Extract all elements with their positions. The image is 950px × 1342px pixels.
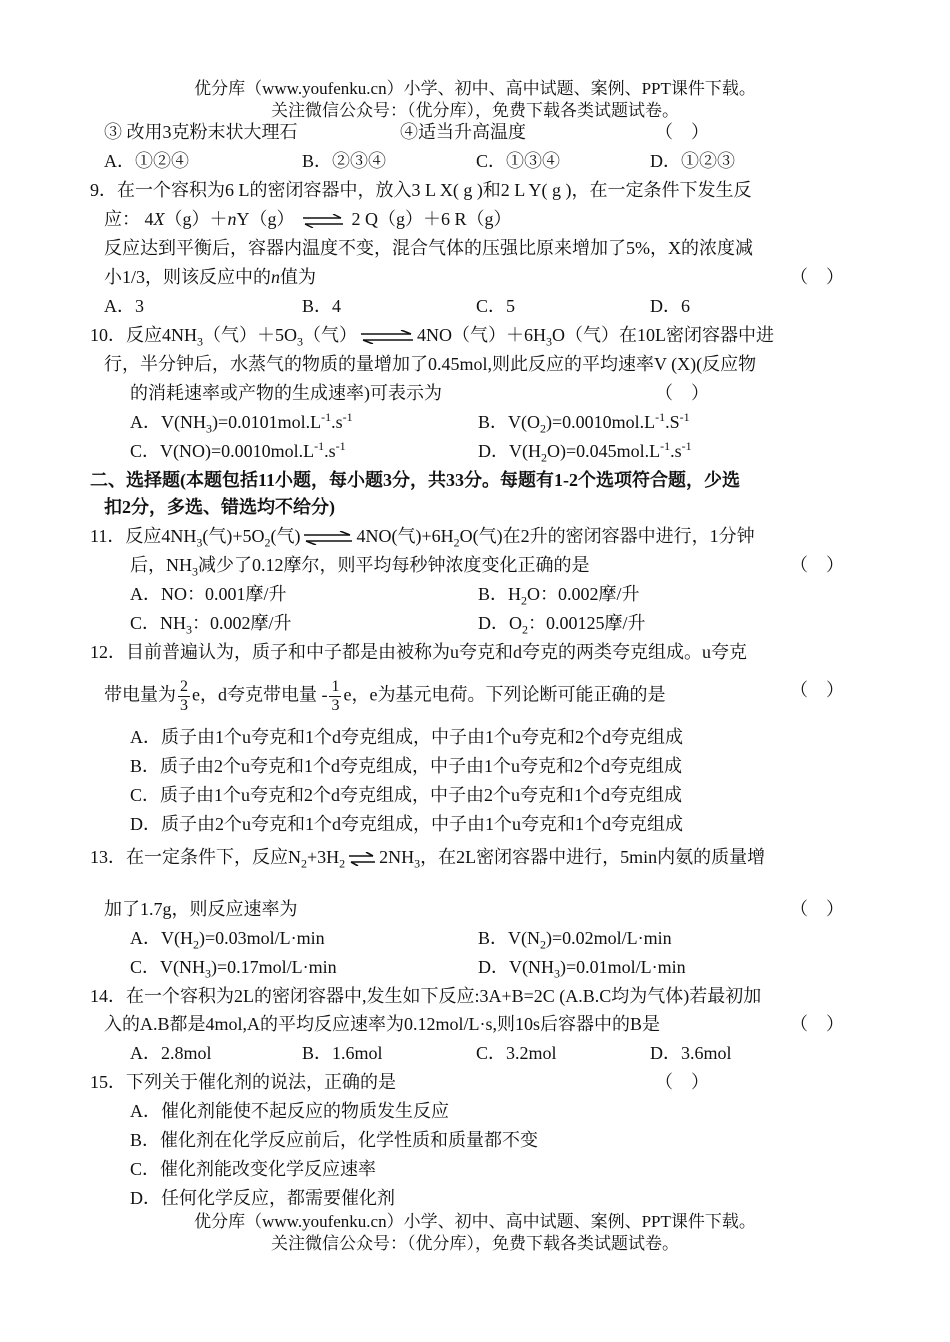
q11-c-sub: 3 (186, 622, 193, 637)
q11-d-1: D．O (478, 613, 522, 633)
q14-line-1: 14．在一个容积为2L的密闭容器中,发生如下反应:3A+B=2C (A.B.C均为气体)若最初加 (90, 986, 762, 1006)
header-line-2: 关注微信公众号：（优分库），免费下载各类试题试卷。 (271, 101, 679, 120)
q13-answer-paren: （ ） (790, 899, 844, 919)
q13-b-1: B．V(N (478, 928, 540, 948)
q9-answer-paren: （ ） (790, 267, 844, 287)
q11-c-2: ：0.002摩/升 (192, 613, 292, 633)
q15-option-a: A．催化剂能使不起反应的物质发生反应 (130, 1101, 449, 1121)
q11-l2-b: 减少了0.12摩尔，则平均每秒钟浓度变化正确的是 (198, 555, 590, 575)
q10-l1-e: O（气）在10L密闭容器中进 (552, 325, 774, 345)
fraction-2-numerator: 1 (331, 678, 340, 695)
q11-l1-c: (气) (270, 526, 301, 546)
q9-eq-prefix: 应： 4 (104, 209, 154, 229)
q13-l1-sub1: 2 (301, 856, 307, 871)
q10-d-3: .s (670, 441, 682, 461)
q8-option-a: A．①②④ (104, 151, 189, 171)
q13-a-sub: 2 (193, 937, 199, 952)
section-2-heading-line-2: 扣2分，多选、错选均不给分) (104, 497, 335, 517)
q11-l1-sub1: 3 (196, 535, 203, 550)
q14-option-c: C．3.2mol (476, 1043, 557, 1063)
q10-line-2: 行，半分钟后，水蒸气的物质的量增加了0.45mol,则此反应的平均速率V (X)(反应物 (104, 354, 757, 374)
q15-option-c: C．催化剂能改变化学反应速率 (130, 1159, 377, 1179)
q13-line-1 (90, 845, 765, 869)
section-2-heading-line-1: 二、选择题(本题包括11小题，每小题3分，共33分。每题有1-2个选项符合题，少选 (90, 470, 740, 490)
fraction-2-denominator: 3 (331, 697, 340, 714)
q10-l1-c: （气） (303, 325, 357, 345)
q10-option-d (478, 439, 692, 463)
q15-answer-paren: （ ） (655, 1072, 709, 1092)
q8-option-b: B．②③④ (302, 151, 387, 171)
q13-c-sub: 3 (205, 966, 211, 981)
fraction-1-numerator: 2 (180, 678, 188, 695)
q8-option-d: D．①②③ (650, 151, 735, 171)
q10-option-a (130, 410, 353, 434)
q10-line-1 (90, 323, 774, 347)
q9-option-c: C．5 (476, 296, 516, 316)
q11-l1-sub2: 2 (264, 535, 271, 550)
q12-option-b: B．质子由2个u夸克和1个d夸克组成，中子由1个u夸克和2个d夸克组成 (130, 756, 683, 776)
q10-d-sup2: -1 (681, 439, 692, 453)
q10-l1-sub1: 3 (197, 334, 203, 349)
q10-c-sup1: -1 (314, 439, 325, 453)
q13-b-2: )=0.02mol/L·min (546, 928, 672, 948)
q11-option-d (478, 611, 646, 635)
equilibrium-arrow-icon (302, 531, 354, 545)
q9-eq-n: n (227, 209, 237, 229)
footer-line-2: 关注微信公众号：（优分库），免费下载各类试题试卷。 (271, 1234, 679, 1253)
q10-l1-sub2: 3 (297, 334, 303, 349)
equilibrium-arrow-icon (301, 214, 345, 228)
q10-d-2: O)=0.045mol.L (547, 441, 661, 461)
q14-option-a: A．2.8mol (130, 1043, 212, 1063)
q11-b-2: O：0.002摩/升 (527, 584, 640, 604)
q9-line-1: 9．在一个容积为6 L的密闭容器中，放入3 L X( g )和2 L Y( g )，在一定条件下发生反 (90, 180, 752, 200)
q10-c-2: .s (324, 441, 336, 461)
q10-line-3: 的消耗速率或产物的生成速率)可表示为 (130, 383, 442, 403)
footer-line-1: 优分库（www.youfenku.cn）小学、初中、高中试题、案例、PPT课件下载。 (194, 1212, 756, 1231)
q9-option-a: A．3 (104, 296, 144, 316)
q14-answer-paren: （ ） (790, 1014, 844, 1034)
fraction-one-third (329, 678, 341, 715)
q11-option-a: A．NO：0.001摩/升 (130, 584, 287, 604)
q13-option-c (130, 955, 337, 979)
q13-c-2: )=0.17mol/L·min (211, 957, 337, 977)
q15-line-1: 15．下列关于催化剂的说法，正确的是 (90, 1072, 396, 1092)
q13-l1-d: ，在2L密闭容器中进行，5min内氨的质量增 (420, 847, 766, 867)
q12-line-1: 12．目前普遍认为，质子和中子都是由被称为u夸克和d夸克的两类夸克组成。u夸克 (90, 642, 747, 662)
q10-b-3: .S (665, 412, 680, 432)
q9-eq-mid2: Y（g） (236, 209, 295, 229)
fraction-1-denominator: 3 (180, 697, 188, 714)
q10-c-1: C．V(NO)=0.0010mol.L (130, 441, 315, 461)
q10-d-sup1: -1 (660, 439, 671, 453)
q12-option-d: D．质子由2个u夸克和1个d夸克组成，中子由1个u夸克和1个d夸克组成 (130, 814, 683, 834)
q11-d-2: ：0.00125摩/升 (528, 613, 646, 633)
q9-line-3: 反应达到平衡后，容器内温度不变，混合气体的压强比原来增加了5%，X的浓度减 (104, 238, 753, 258)
equilibrium-arrow-icon (359, 330, 415, 344)
q12-option-c: C．质子由1个u夸克和2个d夸克组成，中子由2个u夸克和1个d夸克组成 (130, 785, 683, 805)
q13-a-1: A．V(H (130, 928, 193, 948)
q13-d-1: D．V(NH (478, 957, 554, 977)
q10-c-sup2: -1 (335, 439, 346, 453)
q13-option-a (130, 926, 325, 950)
q9-line-4 (104, 265, 316, 289)
q10-a-sup1: -1 (321, 410, 332, 424)
q12-l2-b: e，d夸克带电量 - (192, 684, 328, 705)
q13-l1-sub2: 2 (339, 856, 346, 871)
q10-a-sup2: -1 (342, 410, 353, 424)
q12-line-2 (104, 678, 665, 715)
q10-d-sub: 2 (541, 450, 547, 465)
q15-option-d: D．任何化学反应，都需要催化剂 (130, 1188, 395, 1208)
q9-option-d: D．6 (650, 296, 690, 316)
q11-answer-paren: （ ） (790, 555, 844, 575)
q10-b-sup2: -1 (679, 410, 690, 424)
q9-option-b: B．4 (302, 296, 342, 316)
q13-l1-a: 13．在一定条件下，反应N (90, 847, 301, 867)
q11-option-b (478, 582, 640, 606)
q9-line-4n: n (271, 267, 281, 287)
q8-item-4: ④适当升高温度 (400, 122, 526, 142)
q13-l1-b: +3H (307, 847, 340, 867)
fraction-two-thirds (178, 678, 190, 715)
q11-l1-d: 4NO(气)+6H (356, 526, 454, 546)
q11-b-sub: 2 (521, 593, 528, 608)
q8-answer-paren: （ ） (655, 122, 709, 142)
q13-option-d (478, 955, 686, 979)
q11-l2-a: 后，NH (130, 555, 192, 575)
equilibrium-arrow-icon (347, 852, 377, 866)
header-line-1: 优分库（www.youfenku.cn）小学、初中、高中试题、案例、PPT课件下载。 (194, 79, 756, 98)
q10-option-b (478, 410, 690, 434)
q13-l1-sub3: 3 (414, 856, 421, 871)
q9-line-4b: 值为 (280, 267, 317, 287)
q10-b-sub: 2 (540, 421, 546, 436)
q11-line-2 (130, 553, 590, 577)
q13-a-2: )=0.03mol/L·min (199, 928, 325, 948)
q13-c-1: C．V(NH (130, 957, 205, 977)
q11-d-sub: 2 (522, 622, 528, 637)
q13-b-sub: 2 (540, 937, 546, 952)
q9-eq-x: X (153, 209, 165, 229)
q10-d-1: D．V(H (478, 441, 541, 461)
q10-l1-a: 10．反应4NH (90, 325, 197, 345)
q12-option-a: A．质子由1个u夸克和1个d夸克组成，中子由1个u夸克和2个d夸克组成 (130, 727, 683, 747)
q10-b-1: B．V(O (478, 412, 540, 432)
q10-a-2: )=0.0101mol.L (212, 412, 322, 432)
q11-option-c (130, 611, 292, 635)
q12-l2-a: 带电量为 (104, 684, 176, 705)
q10-a-3: .s (331, 412, 343, 432)
q13-line-2: 加了1.7g，则反应速率为 (104, 899, 298, 919)
q13-option-b (478, 926, 672, 950)
q11-l2-sub: 3 (192, 564, 198, 579)
q10-l1-d: 4NO（气）＋6H (417, 325, 546, 345)
q11-l1-b: (气)+5O (202, 526, 265, 546)
q12-answer-paren: （ ） (790, 680, 844, 700)
q10-b-sup1: -1 (655, 410, 666, 424)
q8-option-c: C．①③④ (476, 151, 561, 171)
q10-b-2: )=0.0010mol.L (546, 412, 656, 432)
q14-option-d: D．3.6mol (650, 1043, 732, 1063)
q11-l1-sub3: 2 (453, 535, 460, 550)
q10-l1-sub3: 3 (546, 334, 552, 349)
q13-l1-c: 2NH (379, 847, 415, 867)
q11-c-1: C．NH (130, 613, 187, 633)
q13-d-sub: 3 (554, 966, 560, 981)
q10-l1-b: （气）＋5O (203, 325, 297, 345)
q9-equation (104, 207, 512, 231)
q9-eq-mid1: （g）＋ (164, 209, 228, 229)
q14-option-b: B．1.6mol (302, 1043, 383, 1063)
q11-l1-e: O(气)在2升的密闭容器中进行，1分钟 (459, 526, 755, 546)
q12-l2-c: e，e为基元电荷。下列论断可能正确的是 (343, 684, 666, 705)
q10-a-1: A．V(NH (130, 412, 206, 432)
q8-item-3: ③ 改用3克粉末状大理石 (104, 122, 298, 142)
q11-l1-a: 11．反应4NH (90, 526, 197, 546)
q11-line-1 (90, 524, 755, 548)
q10-option-c (130, 439, 346, 463)
q9-line-4a: 小1/3，则该反应中的 (104, 267, 272, 287)
q13-d-2: )=0.01mol/L·min (560, 957, 686, 977)
q9-eq-right: 2 Q（g）＋6 R（g） (351, 209, 512, 229)
q15-option-b: B．催化剂在化学反应前后，化学性质和质量都不变 (130, 1130, 539, 1150)
q10-a-sub: 3 (206, 421, 212, 436)
q11-b-1: B．H (478, 584, 522, 604)
q14-line-2: 入的A.B都是4mol,A的平均反应速率为0.12mol/L·s,则10s后容器中的B是 (104, 1014, 661, 1034)
q10-answer-paren: （ ） (655, 383, 709, 403)
